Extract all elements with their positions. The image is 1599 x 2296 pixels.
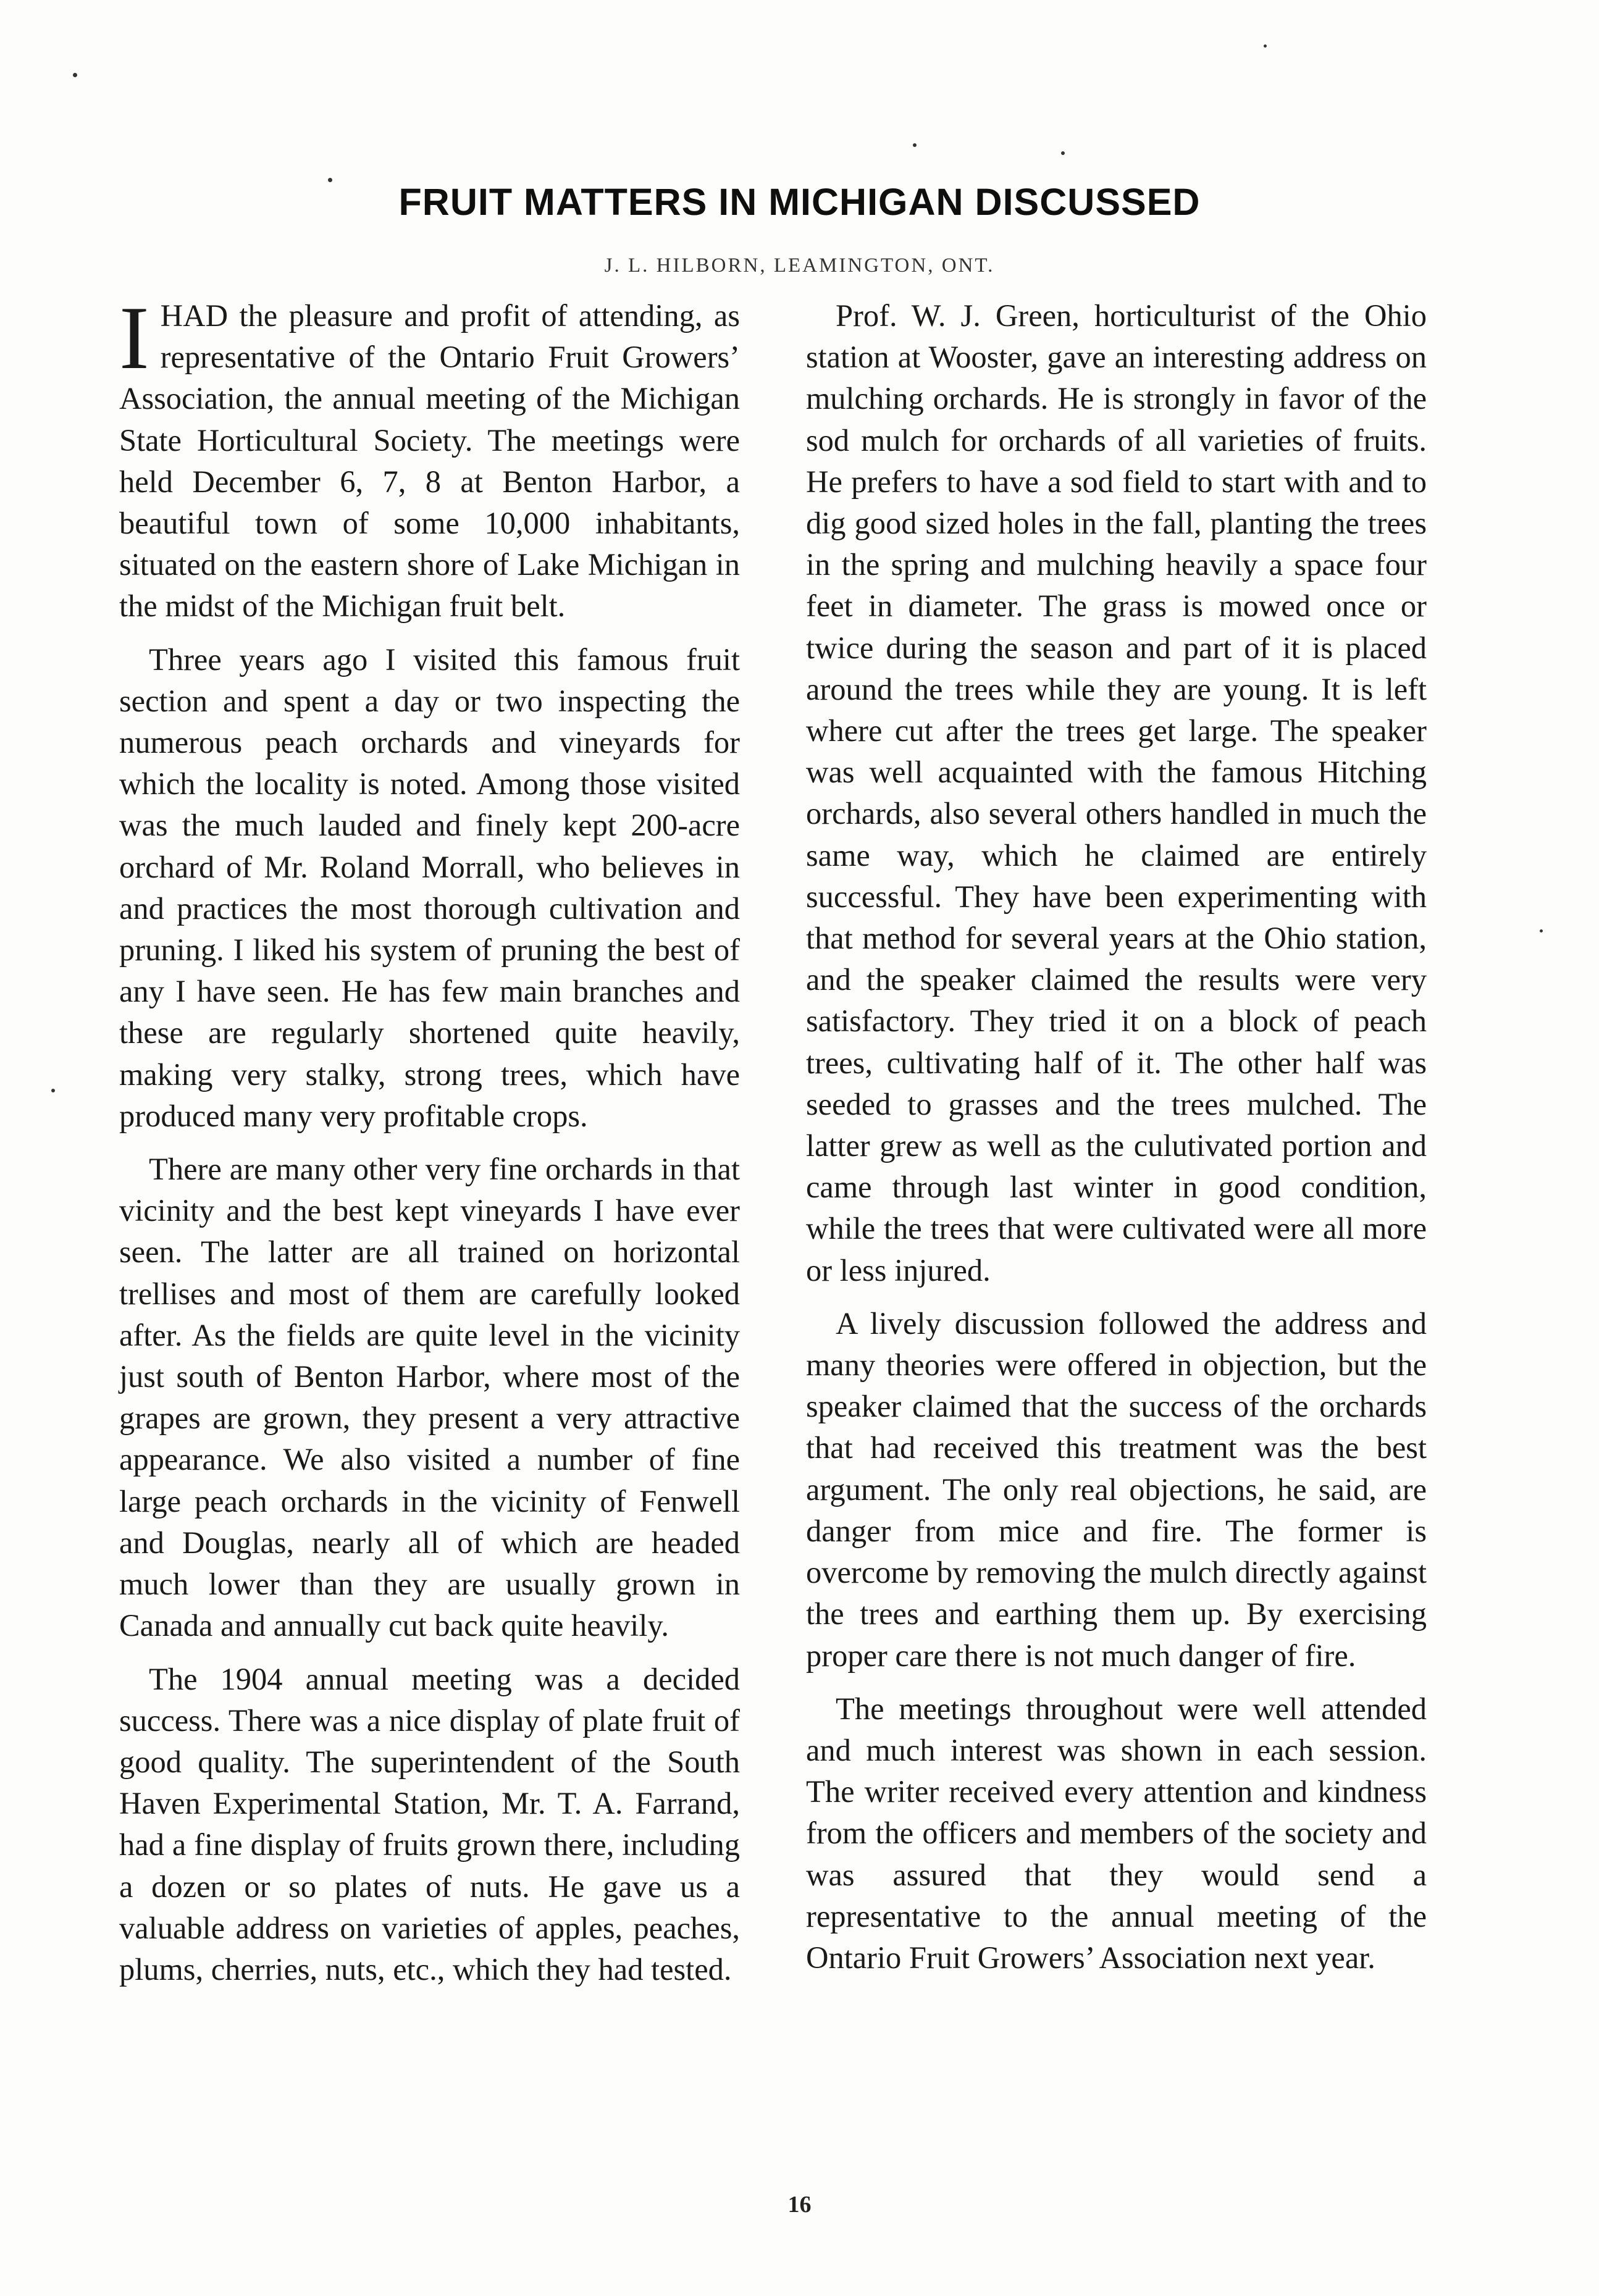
- print-speck: [913, 143, 917, 147]
- article-paragraph-4: The 1904 annual meeting was a decided success. There was a nice display of plate fruit of good quality. The superintendent of the South Haven Experimental Station, Mr. T. A. Farrand, had a fine display of fruits grown there, including a dozen or so plates of nuts. He gave us a valuable address on varieties of apples, peaches, plums, cherries, nuts, etc., which they had tested.: [119, 1661, 740, 1987]
- print-speck: [51, 1089, 55, 1092]
- article-paragraph-6: A lively discussion followed the address and many theories were offered in objection, but the speaker claimed that the success of the orchards that had received this treatment was the best argument. The only real objections, he said, are danger from mice and fire. The former is overcome by removing the mulch directly against the trees and earthing them up. By exercising proper care there is not much danger of fire.: [806, 1305, 1427, 1673]
- drop-cap: I: [119, 288, 149, 388]
- article-paragraph-7: The meetings throughout were well attended and much interest was shown in each session. The writer received every attention and kindness from the officers and members of the society and was assured that they would send a representative to the annual meeting of the Ontario Fruit Growers’ Association next year.: [806, 1691, 1427, 1975]
- print-speck: [1061, 151, 1065, 155]
- article-paragraph-5: Prof. W. J. Green, horticulturist of the Ohio station at Wooster, gave an interesting address on mulching orchards. He is strongly in favor of the sod mulch for orchards of all varieties of fruits. He prefers to have a sod field to start with and to dig good sized holes in the fall, planting the trees in the spring and mulching heavily a space four feet in diameter. The grass is mowed once or twice during the season and part of it is placed around the trees while they are young. It is left where cut after the trees get large. The speaker was well acquainted with the famous Hitching orchards, also several others handled in much the same way, which he claimed are entirely successful. They have been experimenting with that method for several years at the Ohio station, and the speaker claimed the results were very satisfactory. They tried it on a block of peach trees, cultivating half of it. The other half was seeded to grasses and the trees mulched. The latter grew as well as the culutivated portion and came through last winter in good condition, while the trees that were cultivated were all more or less injured.: [806, 298, 1427, 1288]
- page-number: 16: [787, 2192, 812, 2218]
- article-paragraph-2: Three years ago I visited this famous fruit section and spent a day or two inspecting the numerous peach orchards and vineyards for which the locality is noted. Among those visited was the much lauded and finely kept 200-acre orchard of Mr. Roland Morrall, who believes in and practices the most thorough cultivation and pruning. I liked his system of pruning the best of any I have seen. He has few main branches and these are regularly shortened quite heavily, making very stalky, strong trees, which have produced many very profitable crops.: [119, 642, 740, 1133]
- article-paragraph-1: [119, 288, 740, 627]
- article-paragraph-3: There are many other very fine orchards in that vicinity and the best kept vineyards I have ever seen. The latter are all trained on horizontal trellises and most of them are carefully looked after. As the fields are quite level in the vicinity just south of Benton Harbor, where most of the grapes are grown, they present a very attractive appearance. We also visited a number of fine large peach orchards in the vicinity of Fenwell and Douglas, nearly all of which are headed much lower than they are usually grown in Canada and annually cut back quite heavily.: [119, 1152, 740, 1643]
- print-speck: [1264, 44, 1267, 48]
- paragraph-text: HAD the pleasure and profit of attending, as representative of the Ontario Fruit Growers’ Association, the annual meeting of the Michigan State Horticultural Society. The meetings were held December 6, 7, 8 at Benton Harbor, a beautiful town of some 10,000 inhabitants, situated on the eastern shore of Lake Michigan in the midst of the Michigan fruit belt.: [119, 298, 740, 624]
- right-column: [806, 295, 1427, 1990]
- print-speck: [1540, 929, 1543, 932]
- left-column: [119, 288, 740, 2002]
- article-title: FRUIT MATTERS IN MICHIGAN DISCUSSED: [398, 181, 1201, 223]
- article-byline: J. L. HILBORN, LEAMINGTON, ONT.: [604, 254, 995, 277]
- print-speck: [73, 73, 77, 77]
